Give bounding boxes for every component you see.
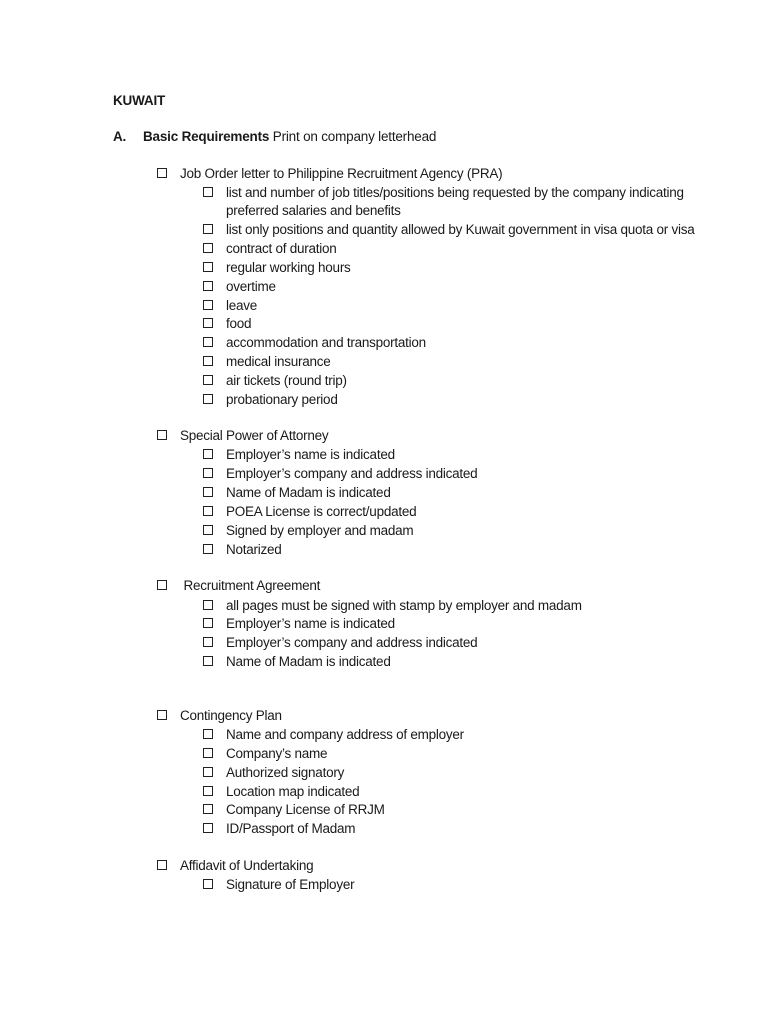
checkbox-icon[interactable] — [203, 394, 213, 404]
checklist-item — [203, 503, 416, 521]
item-label: Employer’s name is indicated — [226, 616, 395, 631]
item-label: Notarized — [226, 542, 282, 557]
section-note: Print on company letterhead — [272, 129, 437, 144]
item-label: Employer’s company and address indicated — [226, 635, 478, 650]
checkbox-icon[interactable] — [157, 430, 167, 440]
checkbox-icon[interactable] — [157, 710, 167, 720]
group-label: Contingency Plan — [180, 708, 282, 723]
item-label: all pages must be signed with stamp by employer and madam — [226, 598, 582, 613]
checkbox-icon[interactable] — [203, 468, 213, 478]
item-label: Location map indicated — [226, 784, 360, 799]
checkbox-icon[interactable] — [203, 449, 213, 459]
page-title: KUWAIT — [113, 93, 166, 108]
checkbox-icon[interactable] — [203, 600, 213, 610]
checklist-item — [203, 764, 344, 782]
checkbox-icon[interactable] — [203, 300, 213, 310]
checkbox-icon[interactable] — [203, 487, 213, 497]
checklist-group-spa — [157, 427, 328, 445]
item-label: medical insurance — [226, 354, 331, 369]
checkbox-icon[interactable] — [203, 318, 213, 328]
checkbox-icon[interactable] — [203, 243, 213, 253]
item-label: leave — [226, 298, 258, 313]
checkbox-icon[interactable] — [203, 767, 213, 777]
checkbox-icon[interactable] — [203, 656, 213, 666]
checkbox-icon[interactable] — [157, 168, 167, 178]
item-label: list and number of job titles/positions being requested by the company indicating — [226, 185, 684, 200]
item-label: regular working hours — [226, 260, 351, 275]
checkbox-icon[interactable] — [203, 823, 213, 833]
checkbox-icon[interactable] — [203, 525, 213, 535]
checkbox-icon[interactable] — [203, 375, 213, 385]
checklist-item — [203, 820, 355, 838]
group-label: Affidavit of Undertaking — [180, 858, 314, 873]
checkbox-icon[interactable] — [203, 356, 213, 366]
item-label: air tickets (round trip) — [226, 373, 347, 388]
checkbox-icon[interactable] — [157, 860, 167, 870]
item-label: accommodation and transportation — [226, 335, 426, 350]
item-label: POEA License is correct/updated — [226, 504, 417, 519]
checkbox-icon[interactable] — [203, 337, 213, 347]
checklist-item — [203, 801, 385, 819]
checklist-item — [203, 278, 276, 296]
checkbox-icon[interactable] — [203, 748, 213, 758]
checkbox-icon[interactable] — [203, 637, 213, 647]
item-label: Signed by employer and madam — [226, 523, 414, 538]
checklist-item — [203, 259, 351, 277]
section-title: Basic Requirements — [143, 129, 270, 144]
checklist-item — [203, 783, 359, 801]
item-label: food — [226, 316, 252, 331]
checkbox-icon[interactable] — [203, 879, 213, 889]
checkbox-icon[interactable] — [203, 224, 213, 234]
checkbox-icon[interactable] — [203, 618, 213, 628]
checklist-item — [203, 184, 684, 202]
checklist-item-continuation: preferred salaries and benefits — [226, 203, 401, 218]
item-label: contract of duration — [226, 241, 337, 256]
checklist-item — [203, 634, 477, 652]
checklist-item — [203, 726, 464, 744]
checkbox-icon[interactable] — [203, 187, 213, 197]
group-label: Job Order letter to Philippine Recruitment Agency (PRA) — [180, 166, 503, 181]
checklist-item — [203, 315, 251, 333]
checkbox-icon[interactable] — [203, 506, 213, 516]
item-label: Authorized signatory — [226, 765, 345, 780]
checklist-group-job-order — [157, 165, 502, 183]
checklist-item — [203, 446, 395, 464]
checklist-item — [203, 221, 695, 239]
checkbox-icon[interactable] — [203, 262, 213, 272]
checklist-group-affidavit — [157, 857, 313, 875]
item-label: overtime — [226, 279, 276, 294]
checklist-item — [203, 240, 337, 258]
section-heading — [113, 129, 436, 144]
group-label: Special Power of Attorney — [180, 428, 329, 443]
checklist-item — [203, 391, 338, 409]
item-label: Name of Madam is indicated — [226, 654, 391, 669]
checkbox-icon[interactable] — [203, 804, 213, 814]
checkbox-icon[interactable] — [203, 281, 213, 291]
checklist-item — [203, 541, 282, 559]
checklist-item — [203, 522, 413, 540]
item-label: list only positions and quantity allowed by Kuwait government in visa quota or visa — [226, 222, 695, 237]
checklist-item — [203, 465, 477, 483]
item-label: Name and company address of employer — [226, 727, 464, 742]
checkbox-icon[interactable] — [157, 580, 167, 590]
checklist-group-recruitment — [157, 577, 320, 595]
checkbox-icon[interactable] — [203, 544, 213, 554]
checklist-item — [203, 745, 327, 763]
checklist-item — [203, 484, 391, 502]
group-label: Recruitment Agreement — [183, 578, 321, 593]
checklist-item — [203, 334, 426, 352]
checkbox-icon[interactable] — [203, 786, 213, 796]
checklist-item — [203, 876, 354, 894]
item-label: Employer’s name is indicated — [226, 447, 395, 462]
checklist-item — [203, 372, 347, 390]
item-label: Company License of RRJM — [226, 802, 385, 817]
checklist-group-contingency — [157, 707, 282, 725]
checklist-item — [203, 615, 395, 633]
checklist-item — [203, 597, 582, 615]
item-label: Signature of Employer — [226, 877, 355, 892]
checklist-item — [203, 353, 331, 371]
item-label: Employer’s company and address indicated — [226, 466, 478, 481]
checklist-item — [203, 653, 391, 671]
item-label: Company’s name — [226, 746, 328, 761]
item-label: Name of Madam is indicated — [226, 485, 391, 500]
section-letter: A. — [113, 129, 127, 144]
checklist-item — [203, 297, 257, 315]
checkbox-icon[interactable] — [203, 729, 213, 739]
item-label: probationary period — [226, 392, 338, 407]
item-label: ID/Passport of Madam — [226, 821, 356, 836]
